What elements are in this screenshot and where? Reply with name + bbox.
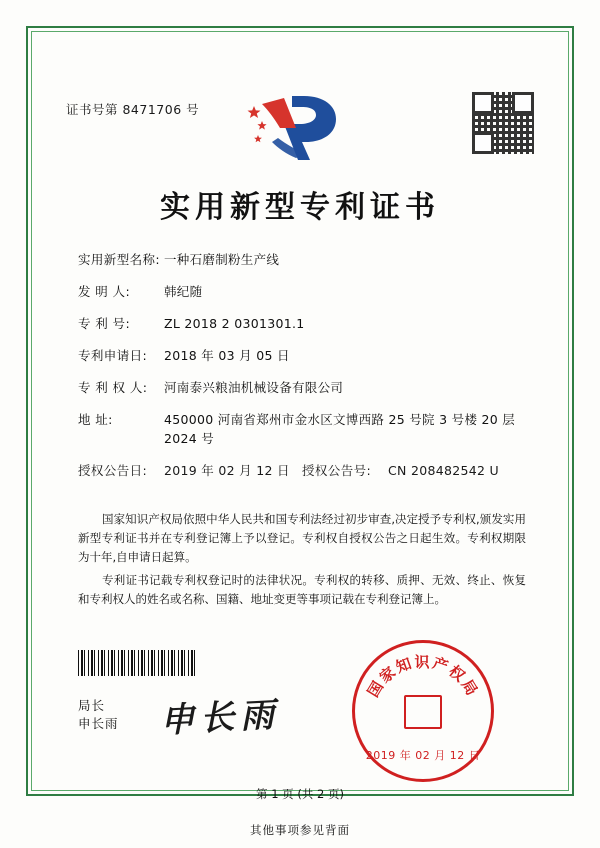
legal-paragraph-1: 国家知识产权局依照中华人民共和国专利法经过初步审查,决定授予专利权,颁发实用新型专利证书并在专利登记簿上予以登记。专利权自授权公告之日起生效。专利权期限为十年,自申请日起算。 xyxy=(78,512,526,564)
field-value: 一种石磨制粉生产线 xyxy=(164,252,280,267)
field-row-inventor xyxy=(78,282,526,301)
field-label: 专 利 权 人: xyxy=(78,380,148,395)
field-row-utility-model-name xyxy=(78,250,526,269)
seal-emblem-icon xyxy=(404,695,442,729)
qr-finder-bottom-left xyxy=(472,132,494,154)
legal-text xyxy=(78,510,526,613)
field-label: 实用新型名称: xyxy=(78,252,161,267)
grant-number-group xyxy=(302,461,526,480)
field-value: CN 208482542 U xyxy=(388,463,499,478)
grant-date-group xyxy=(78,461,302,480)
qr-code-icon xyxy=(472,92,534,154)
certificate-number: 证书号第 8471706 号 xyxy=(66,102,200,117)
field-value: 450000 河南省郑州市金水区文博西路 25 号院 3 号楼 20 层 2024 号 xyxy=(164,412,516,446)
field-row-address xyxy=(78,410,526,448)
director-title-line-2: 申长雨 xyxy=(78,716,119,731)
field-value: 韩纪随 xyxy=(164,284,203,299)
field-label: 专 利 号: xyxy=(78,316,131,331)
field-label: 授权公告日: xyxy=(78,463,148,478)
legal-paragraph-2: 专利证书记载专利权登记时的法律状况。专利权的转移、质押、无效、终止、恢复和专利权人的姓名或名称、国籍、地址变更等事项记载在专利登记簿上。 xyxy=(78,573,526,606)
seal-date: 2019 年 02 月 12 日 xyxy=(365,749,481,762)
field-row-grant xyxy=(78,461,526,480)
director-title xyxy=(78,697,119,733)
page-title: 实用新型专利证书 xyxy=(160,190,440,225)
svg-text:国家知识产权局: 国家知识产权局 xyxy=(363,652,483,701)
field-row-application-date xyxy=(78,346,526,365)
page-indicator: 第 1 页 (共 2 页) xyxy=(256,787,344,801)
field-value: 2019 年 02 月 12 日 xyxy=(164,463,290,478)
field-label: 专利申请日: xyxy=(78,348,148,363)
field-value: ZL 2018 2 0301301.1 xyxy=(164,316,305,331)
field-label: 发 明 人: xyxy=(78,284,131,299)
director-signature: 申长雨 xyxy=(159,694,282,742)
field-label: 授权公告号: xyxy=(302,463,372,478)
barcode xyxy=(78,650,198,676)
field-label: 地 址: xyxy=(78,412,113,427)
footer-note: 其他事项参见背面 xyxy=(250,823,350,837)
director-title-line-1: 局长 xyxy=(78,698,106,713)
sipo-logo-icon xyxy=(240,88,360,166)
patent-fields xyxy=(78,250,526,493)
field-row-patentee xyxy=(78,378,526,397)
official-seal xyxy=(352,640,494,782)
field-row-patent-number xyxy=(78,314,526,333)
field-value: 河南泰兴粮油机械设备有限公司 xyxy=(164,380,344,395)
field-value: 2018 年 03 月 05 日 xyxy=(164,348,290,363)
